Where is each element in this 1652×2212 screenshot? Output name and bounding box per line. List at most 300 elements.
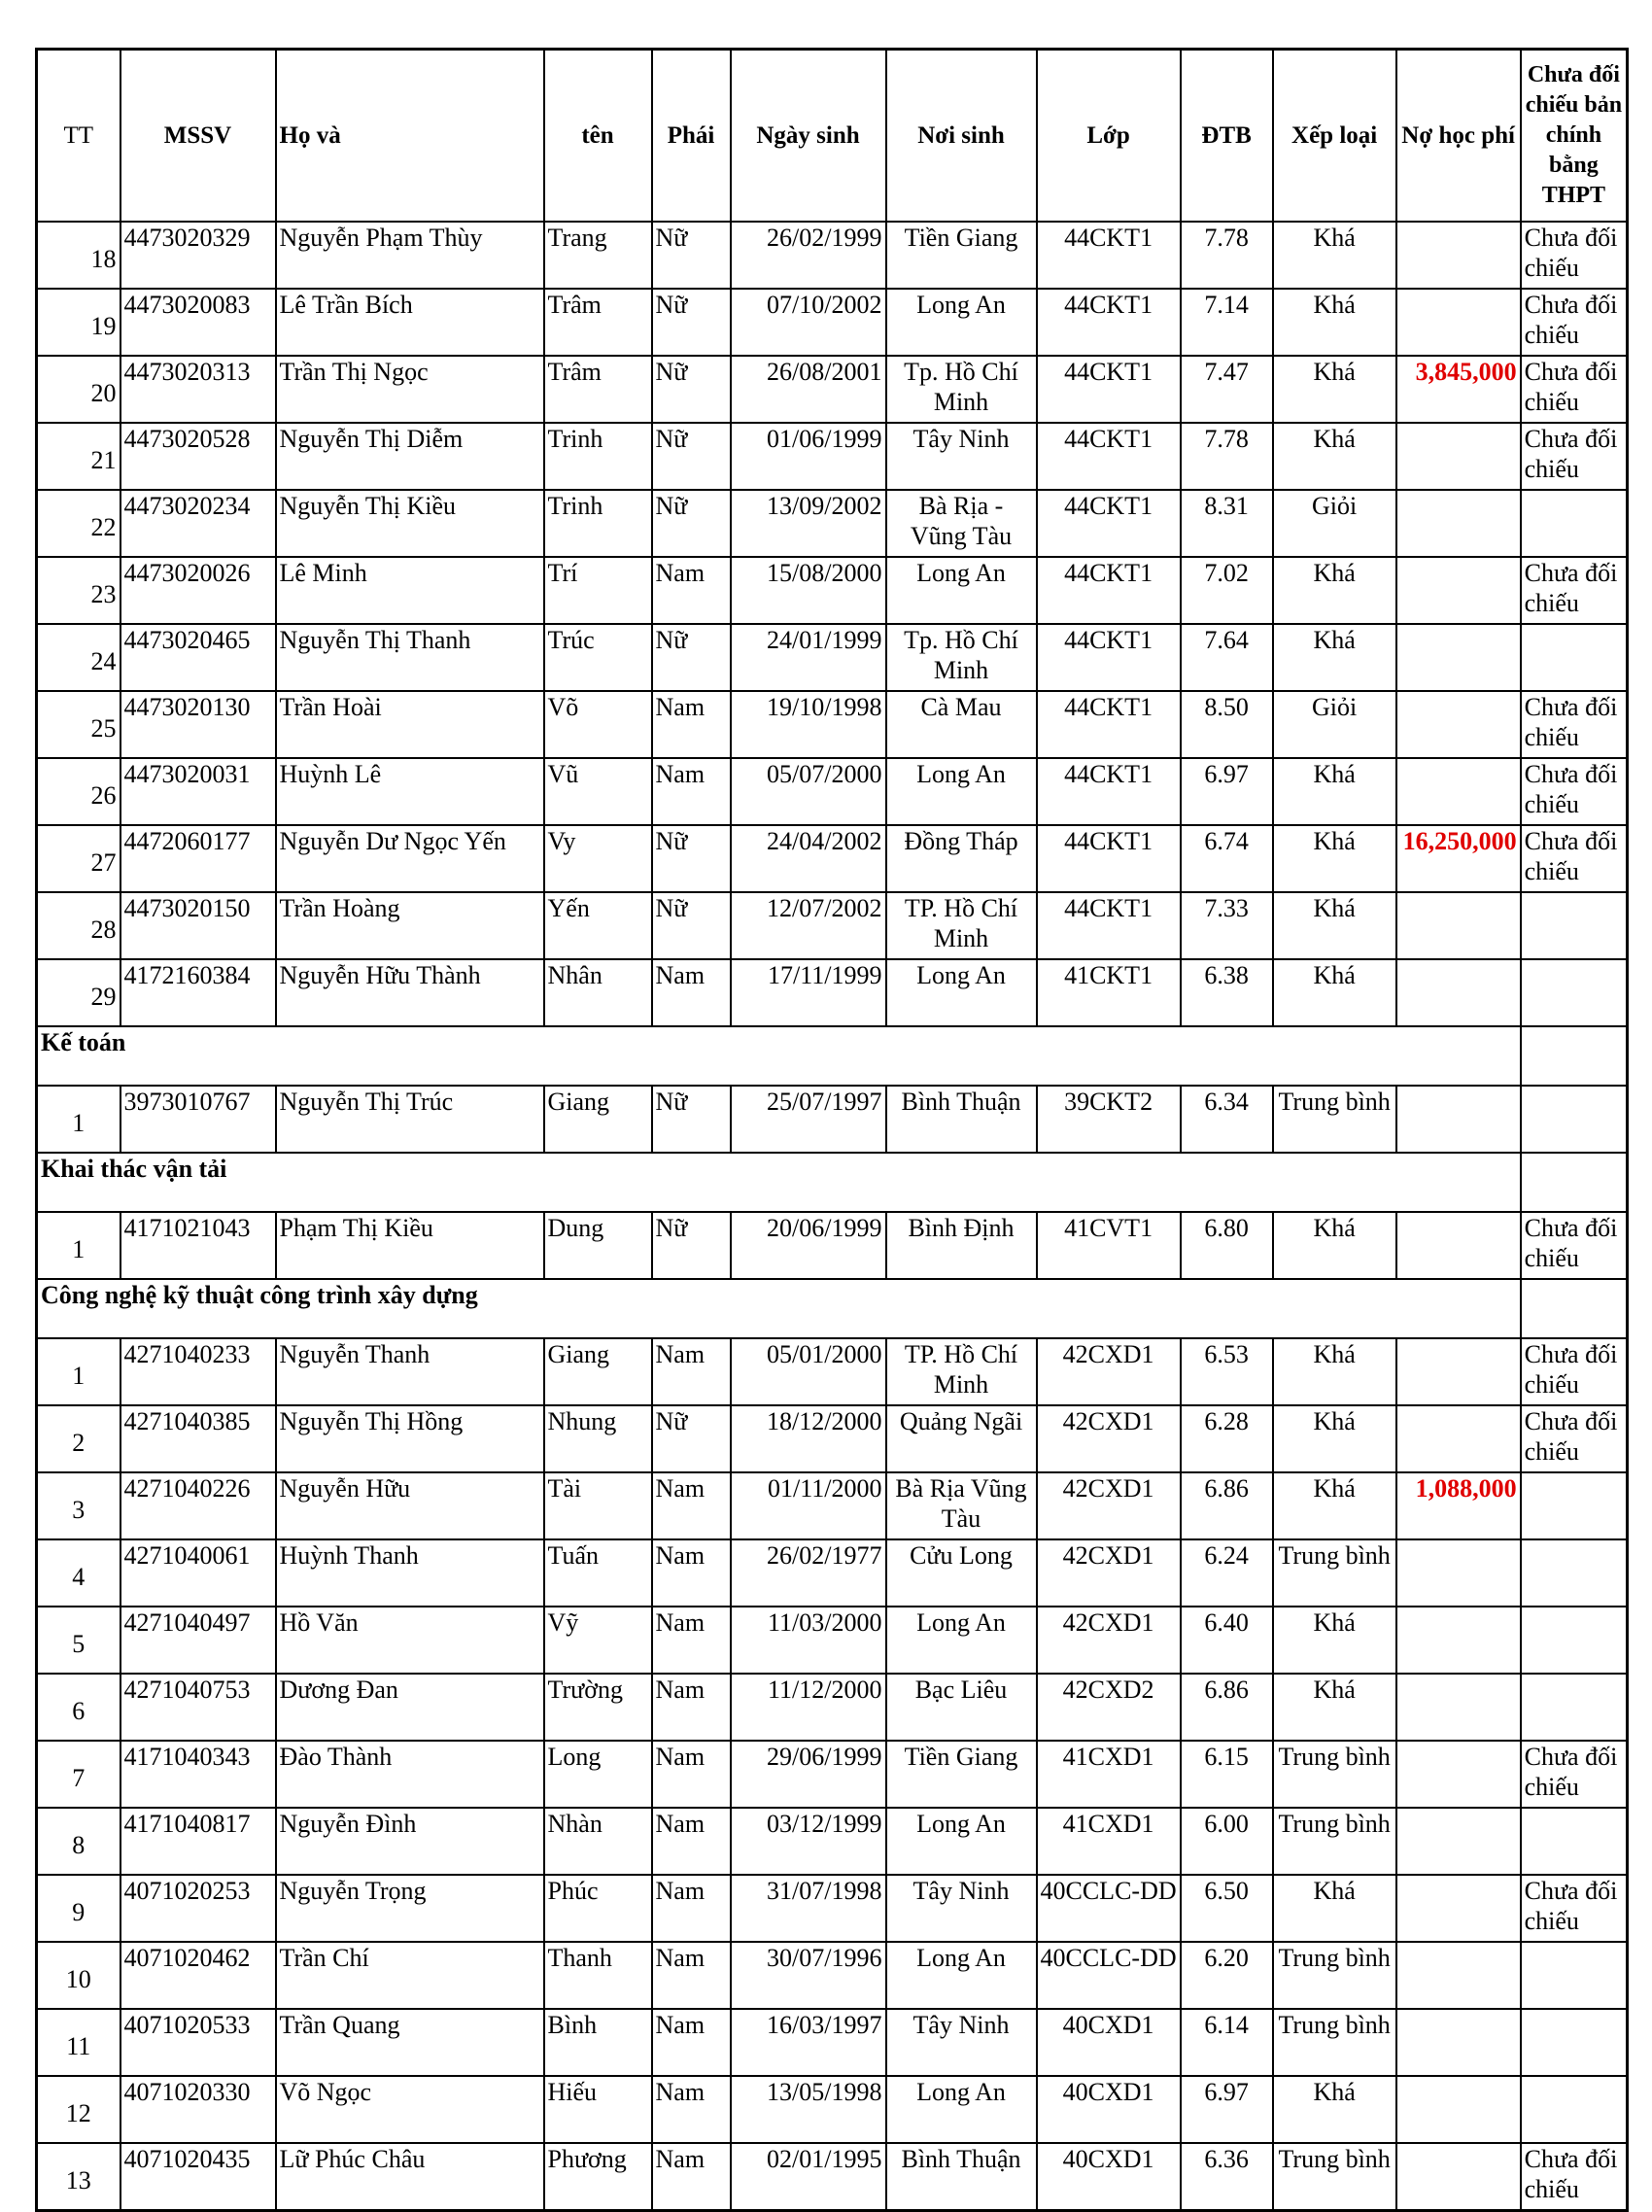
cell-tt: 29 [37,959,120,1026]
cell-phai: Nam [652,758,731,825]
cell-no-hoc-phi [1396,1212,1521,1279]
cell-tt: 4 [37,1539,120,1607]
cell-dtb: 6.14 [1181,2009,1273,2076]
cell-xep-loai: Khá [1273,222,1396,289]
table-row [37,1875,1628,1942]
cell-no-hoc-phi [1396,1405,1521,1472]
cell-lop: 44CKT1 [1037,423,1181,490]
cell-chua-doi-chieu: Chưa đối chiếu [1521,222,1628,289]
cell-chua-doi-chieu: Chưa đối chiếu [1521,289,1628,356]
cell-xep-loai: Khá [1273,1212,1396,1279]
cell-ho: Huỳnh Lê [276,758,544,825]
cell-xep-loai: Khá [1273,825,1396,892]
cell-chua-doi-chieu: Chưa đối chiếu [1521,2143,1628,2211]
cell-no-hoc-phi [1396,1875,1521,1942]
cell-ten: Trinh [544,423,652,490]
cell-no-hoc-phi [1396,624,1521,691]
cell-no-hoc-phi [1396,1338,1521,1405]
cell-lop: 44CKT1 [1037,222,1181,289]
cell-xep-loai: Khá [1273,1405,1396,1472]
cell-chua-doi-chieu [1521,1808,1628,1875]
table-row [37,1607,1628,1674]
cell-phai: Nam [652,1674,731,1741]
cell-mssv: 4271040233 [120,1338,276,1405]
table-row [37,758,1628,825]
header-chua-doi-chieu: Chưa đối chiếu bản chính bằng THPT [1521,50,1628,223]
cell-tt: 28 [37,892,120,959]
cell-ten: Thanh [544,1942,652,2009]
cell-lop: 44CKT1 [1037,289,1181,356]
cell-noi-sinh: TP. Hồ Chí Minh [886,1338,1037,1405]
cell-no-hoc-phi [1396,2076,1521,2143]
cell-tt: 8 [37,1808,120,1875]
cell-dtb: 6.86 [1181,1472,1273,1539]
cell-mssv: 4473020130 [120,691,276,758]
cell-noi-sinh: Long An [886,2076,1037,2143]
cell-ten: Trâm [544,356,652,423]
cell-ho: Đào Thành [276,1741,544,1808]
cell-no-hoc-phi [1396,557,1521,624]
cell-chua-doi-chieu [1521,1942,1628,2009]
cell-xep-loai: Trung bình [1273,1086,1396,1153]
cell-noi-sinh: Long An [886,1942,1037,2009]
cell-xep-loai: Khá [1273,557,1396,624]
cell-lop: 42CXD1 [1037,1539,1181,1607]
table-row [37,825,1628,892]
cell-ngay-sinh: 11/12/2000 [731,1674,886,1741]
cell-ten: Võ [544,691,652,758]
cell-ho: Nguyễn Hữu [276,1472,544,1539]
header-mssv: MSSV [120,50,276,223]
cell-chua-doi-chieu [1521,1607,1628,1674]
cell-dtb: 7.47 [1181,356,1273,423]
cell-mssv: 4473020329 [120,222,276,289]
cell-xep-loai: Khá [1273,356,1396,423]
cell-noi-sinh: TP. Hồ Chí Minh [886,892,1037,959]
cell-dtb: 8.50 [1181,691,1273,758]
cell-tt: 26 [37,758,120,825]
cell-mssv: 4271040497 [120,1607,276,1674]
cell-ten: Phương [544,2143,652,2211]
cell-ten: Giang [544,1338,652,1405]
cell-ngay-sinh: 30/07/1996 [731,1942,886,2009]
table-row [37,691,1628,758]
cell-noi-sinh: Long An [886,557,1037,624]
cell-ngay-sinh: 07/10/2002 [731,289,886,356]
cell-phai: Nữ [652,222,731,289]
cell-lop: 40CCLC-DD [1037,1875,1181,1942]
cell-ngay-sinh: 24/04/2002 [731,825,886,892]
cell-no-hoc-phi [1396,1607,1521,1674]
cell-ten: Tài [544,1472,652,1539]
cell-ten: Tuấn [544,1539,652,1607]
cell-lop: 44CKT1 [1037,892,1181,959]
cell-ho: Nguyễn Thị Trúc [276,1086,544,1153]
cell-ngay-sinh: 26/08/2001 [731,356,886,423]
cell-dtb: 6.38 [1181,959,1273,1026]
cell-ho: Lê Minh [276,557,544,624]
cell-lop: 44CKT1 [1037,557,1181,624]
cell-chua-doi-chieu [1521,1472,1628,1539]
cell-dtb: 7.78 [1181,222,1273,289]
cell-noi-sinh: Quảng Ngãi [886,1405,1037,1472]
cell-phai: Nữ [652,356,731,423]
section-empty-cell [1521,1153,1628,1212]
table-row [37,1086,1628,1153]
cell-phai: Nam [652,691,731,758]
cell-dtb: 6.80 [1181,1212,1273,1279]
cell-chua-doi-chieu [1521,892,1628,959]
cell-phai: Nam [652,557,731,624]
cell-ngay-sinh: 02/01/1995 [731,2143,886,2211]
cell-ten: Trinh [544,490,652,557]
cell-lop: 44CKT1 [1037,624,1181,691]
table-row [37,557,1628,624]
cell-tt: 18 [37,222,120,289]
cell-phai: Nữ [652,289,731,356]
cell-mssv: 4071020435 [120,2143,276,2211]
table-row [37,1741,1628,1808]
cell-ten: Trâm [544,289,652,356]
cell-lop: 41CKT1 [1037,959,1181,1026]
cell-ho: Nguyễn Hữu Thành [276,959,544,1026]
cell-ho: Hồ Văn [276,1607,544,1674]
table-row [37,2076,1628,2143]
cell-ngay-sinh: 31/07/1998 [731,1875,886,1942]
cell-mssv: 4071020253 [120,1875,276,1942]
cell-phai: Nam [652,2009,731,2076]
section-row [37,1279,1628,1338]
cell-chua-doi-chieu: Chưa đối chiếu [1521,691,1628,758]
cell-lop: 40CXD1 [1037,2076,1181,2143]
table-row [37,222,1628,289]
cell-ngay-sinh: 05/07/2000 [731,758,886,825]
header-xep-loai: Xếp loại [1273,50,1396,223]
cell-tt: 11 [37,2009,120,2076]
cell-tt: 1 [37,1212,120,1279]
cell-tt: 5 [37,1607,120,1674]
cell-mssv: 4472060177 [120,825,276,892]
cell-chua-doi-chieu: Chưa đối chiếu [1521,1405,1628,1472]
cell-phai: Nữ [652,423,731,490]
table-row [37,1405,1628,1472]
cell-phai: Nam [652,2143,731,2211]
cell-no-hoc-phi [1396,289,1521,356]
cell-lop: 44CKT1 [1037,356,1181,423]
table-row [37,490,1628,557]
cell-tt: 1 [37,1338,120,1405]
cell-phai: Nam [652,1338,731,1405]
cell-lop: 42CXD1 [1037,1472,1181,1539]
student-table [35,48,1629,2212]
cell-ho: Trần Thị Ngọc [276,356,544,423]
cell-ten: Giang [544,1086,652,1153]
cell-dtb: 7.78 [1181,423,1273,490]
cell-xep-loai: Khá [1273,1674,1396,1741]
table-row [37,892,1628,959]
cell-chua-doi-chieu: Chưa đối chiếu [1521,423,1628,490]
cell-ho: Dương Đan [276,1674,544,1741]
cell-noi-sinh: Long An [886,959,1037,1026]
cell-no-hoc-phi: 16,250,000 [1396,825,1521,892]
header-ten: tên [544,50,652,223]
header-ho-va: Họ và [276,50,544,223]
cell-no-hoc-phi: 1,088,000 [1396,1472,1521,1539]
cell-noi-sinh: Tây Ninh [886,1875,1037,1942]
cell-tt: 12 [37,2076,120,2143]
cell-noi-sinh: Long An [886,1808,1037,1875]
cell-mssv: 4271040061 [120,1539,276,1607]
cell-phai: Nam [652,959,731,1026]
table-row [37,423,1628,490]
cell-tt: 24 [37,624,120,691]
table-row [37,1942,1628,2009]
cell-ngay-sinh: 03/12/1999 [731,1808,886,1875]
cell-ngay-sinh: 29/06/1999 [731,1741,886,1808]
header-row [37,50,1628,223]
cell-chua-doi-chieu [1521,1539,1628,1607]
cell-phai: Nam [652,1472,731,1539]
cell-tt: 27 [37,825,120,892]
cell-ho: Nguyễn Thanh [276,1338,544,1405]
cell-ho: Lữ Phúc Châu [276,2143,544,2211]
header-lop: Lớp [1037,50,1181,223]
cell-ngay-sinh: 01/11/2000 [731,1472,886,1539]
section-title: Kế toán [37,1026,1521,1086]
cell-ten: Vỹ [544,1607,652,1674]
cell-dtb: 7.33 [1181,892,1273,959]
cell-lop: 42CXD2 [1037,1674,1181,1741]
cell-noi-sinh: Bạc Liêu [886,1674,1037,1741]
cell-ten: Yến [544,892,652,959]
cell-phai: Nữ [652,1212,731,1279]
section-empty-cell [1521,1026,1628,1086]
cell-phai: Nam [652,1808,731,1875]
cell-ngay-sinh: 11/03/2000 [731,1607,886,1674]
cell-dtb: 6.97 [1181,758,1273,825]
cell-phai: Nữ [652,624,731,691]
cell-ten: Vũ [544,758,652,825]
cell-dtb: 6.00 [1181,1808,1273,1875]
cell-tt: 7 [37,1741,120,1808]
cell-no-hoc-phi [1396,2143,1521,2211]
cell-ten: Nhung [544,1405,652,1472]
cell-ngay-sinh: 17/11/1999 [731,959,886,1026]
cell-no-hoc-phi [1396,1741,1521,1808]
cell-noi-sinh: Bà Rịa - Vũng Tàu [886,490,1037,557]
table-row [37,1808,1628,1875]
cell-chua-doi-chieu [1521,490,1628,557]
cell-phai: Nữ [652,825,731,892]
cell-dtb: 6.40 [1181,1607,1273,1674]
cell-ngay-sinh: 24/01/1999 [731,624,886,691]
cell-tt: 3 [37,1472,120,1539]
cell-no-hoc-phi [1396,1942,1521,2009]
cell-ho: Nguyễn Thị Thanh [276,624,544,691]
table-row [37,1674,1628,1741]
cell-lop: 39CKT2 [1037,1086,1181,1153]
cell-noi-sinh: Tây Ninh [886,2009,1037,2076]
cell-ngay-sinh: 19/10/1998 [731,691,886,758]
header-ngay-sinh: Ngày sinh [731,50,886,223]
cell-dtb: 6.15 [1181,1741,1273,1808]
cell-ngay-sinh: 18/12/2000 [731,1405,886,1472]
cell-tt: 25 [37,691,120,758]
cell-xep-loai: Khá [1273,423,1396,490]
cell-ho: Trần Quang [276,2009,544,2076]
cell-ho: Nguyễn Phạm Thùy [276,222,544,289]
cell-no-hoc-phi [1396,959,1521,1026]
cell-phai: Nam [652,2076,731,2143]
cell-tt: 13 [37,2143,120,2211]
cell-mssv: 3973010767 [120,1086,276,1153]
cell-dtb: 6.97 [1181,2076,1273,2143]
cell-ngay-sinh: 05/01/2000 [731,1338,886,1405]
cell-ten: Long [544,1741,652,1808]
header-dtb: ĐTB [1181,50,1273,223]
cell-ngay-sinh: 12/07/2002 [731,892,886,959]
cell-chua-doi-chieu [1521,1086,1628,1153]
cell-mssv: 4473020031 [120,758,276,825]
cell-noi-sinh: Tp. Hồ Chí Minh [886,356,1037,423]
cell-dtb: 7.02 [1181,557,1273,624]
cell-noi-sinh: Tây Ninh [886,423,1037,490]
cell-ho: Phạm Thị Kiều [276,1212,544,1279]
cell-xep-loai: Khá [1273,892,1396,959]
cell-phai: Nữ [652,1086,731,1153]
cell-mssv: 4172160384 [120,959,276,1026]
cell-xep-loai: Giỏi [1273,691,1396,758]
cell-ten: Trúc [544,624,652,691]
cell-xep-loai: Trung bình [1273,2009,1396,2076]
cell-lop: 44CKT1 [1037,825,1181,892]
cell-chua-doi-chieu: Chưa đối chiếu [1521,356,1628,423]
cell-mssv: 4271040385 [120,1405,276,1472]
cell-noi-sinh: Bình Định [886,1212,1037,1279]
cell-xep-loai: Khá [1273,289,1396,356]
cell-xep-loai: Khá [1273,1607,1396,1674]
table-row [37,289,1628,356]
cell-phai: Nữ [652,892,731,959]
cell-lop: 40CXD1 [1037,2143,1181,2211]
cell-no-hoc-phi: 3,845,000 [1396,356,1521,423]
cell-tt: 2 [37,1405,120,1472]
cell-no-hoc-phi [1396,1539,1521,1607]
cell-xep-loai: Khá [1273,959,1396,1026]
cell-lop: 42CXD1 [1037,1405,1181,1472]
cell-mssv: 4271040753 [120,1674,276,1741]
cell-xep-loai: Trung bình [1273,1539,1396,1607]
cell-phai: Nam [652,1607,731,1674]
cell-xep-loai: Khá [1273,1472,1396,1539]
cell-xep-loai: Khá [1273,1338,1396,1405]
cell-mssv: 4473020465 [120,624,276,691]
cell-phai: Nam [652,1875,731,1942]
cell-chua-doi-chieu: Chưa đối chiếu [1521,1212,1628,1279]
cell-no-hoc-phi [1396,222,1521,289]
table-row [37,1472,1628,1539]
table-row [37,356,1628,423]
cell-chua-doi-chieu [1521,959,1628,1026]
cell-xep-loai: Trung bình [1273,2143,1396,2211]
cell-noi-sinh: Bà Rịa Vũng Tàu [886,1472,1037,1539]
cell-ten: Trí [544,557,652,624]
cell-chua-doi-chieu: Chưa đối chiếu [1521,1338,1628,1405]
cell-ngay-sinh: 26/02/1977 [731,1539,886,1607]
cell-mssv: 4271040226 [120,1472,276,1539]
cell-no-hoc-phi [1396,758,1521,825]
cell-chua-doi-chieu [1521,2076,1628,2143]
cell-ngay-sinh: 01/06/1999 [731,423,886,490]
cell-tt: 6 [37,1674,120,1741]
cell-ten: Nhàn [544,1808,652,1875]
table-row [37,1338,1628,1405]
cell-dtb: 8.31 [1181,490,1273,557]
cell-chua-doi-chieu [1521,1674,1628,1741]
section-title: Công nghệ kỹ thuật công trình xây dựng [37,1279,1521,1338]
cell-phai: Nam [652,1741,731,1808]
cell-no-hoc-phi [1396,423,1521,490]
cell-ho: Võ Ngọc [276,2076,544,2143]
cell-mssv: 4473020528 [120,423,276,490]
cell-chua-doi-chieu [1521,2009,1628,2076]
cell-phai: Nam [652,1539,731,1607]
cell-lop: 40CXD1 [1037,2009,1181,2076]
cell-no-hoc-phi [1396,490,1521,557]
cell-noi-sinh: Tiền Giang [886,1741,1037,1808]
cell-ho: Huỳnh Thanh [276,1539,544,1607]
cell-noi-sinh: Bình Thuận [886,1086,1037,1153]
table-row [37,1212,1628,1279]
cell-phai: Nam [652,1942,731,2009]
cell-lop: 44CKT1 [1037,758,1181,825]
cell-no-hoc-phi [1396,2009,1521,2076]
cell-ho: Nguyễn Dư Ngọc Yến [276,825,544,892]
cell-lop: 44CKT1 [1037,691,1181,758]
cell-noi-sinh: Tiền Giang [886,222,1037,289]
cell-mssv: 4473020083 [120,289,276,356]
cell-xep-loai: Khá [1273,1875,1396,1942]
cell-ten: Dung [544,1212,652,1279]
cell-ngay-sinh: 26/02/1999 [731,222,886,289]
table-row [37,959,1628,1026]
cell-dtb: 6.34 [1181,1086,1273,1153]
cell-dtb: 6.50 [1181,1875,1273,1942]
cell-chua-doi-chieu: Chưa đối chiếu [1521,758,1628,825]
cell-mssv: 4171040343 [120,1741,276,1808]
cell-lop: 42CXD1 [1037,1338,1181,1405]
cell-lop: 44CKT1 [1037,490,1181,557]
cell-chua-doi-chieu: Chưa đối chiếu [1521,557,1628,624]
cell-ho: Trần Hoàng [276,892,544,959]
cell-xep-loai: Trung bình [1273,1808,1396,1875]
header-tt: TT [37,50,120,223]
cell-ho: Nguyễn Thị Hồng [276,1405,544,1472]
cell-xep-loai: Trung bình [1273,1942,1396,2009]
cell-dtb: 7.14 [1181,289,1273,356]
cell-xep-loai: Giỏi [1273,490,1396,557]
cell-tt: 23 [37,557,120,624]
cell-no-hoc-phi [1396,1086,1521,1153]
cell-dtb: 6.24 [1181,1539,1273,1607]
cell-mssv: 4473020234 [120,490,276,557]
cell-noi-sinh: Long An [886,758,1037,825]
cell-dtb: 6.74 [1181,825,1273,892]
cell-ho: Nguyễn Thị Diễm [276,423,544,490]
cell-tt: 22 [37,490,120,557]
cell-ho: Nguyễn Đình [276,1808,544,1875]
cell-mssv: 4071020462 [120,1942,276,2009]
